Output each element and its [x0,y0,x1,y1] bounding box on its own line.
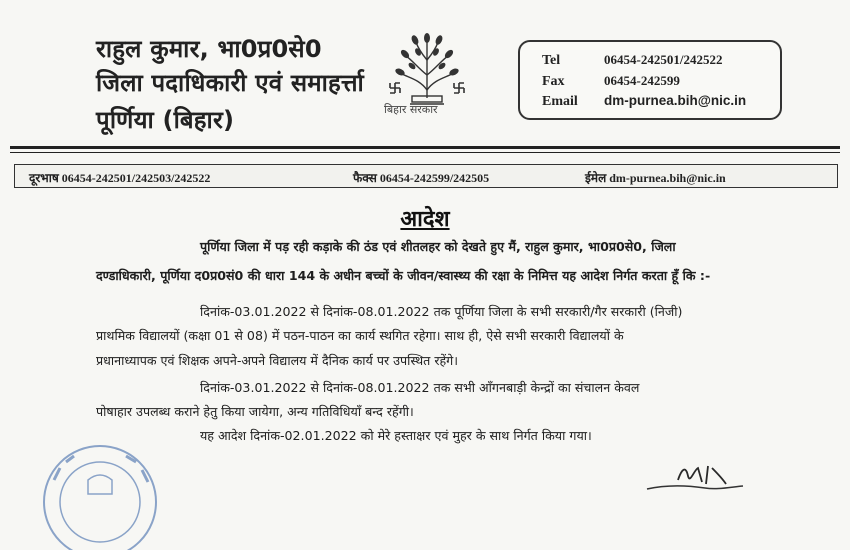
email-value: dm-purnea.bih@nic.in [604,93,747,108]
para2-line-1: दिनांक-03.01.2022 से दिनांक-08.01.2022 तक सभी आँगनबाड़ी केन्द्रों का संचालन केवल [200,380,640,395]
contact-strip [14,164,838,188]
intro-line-2: दण्डाधिकारी, पूर्णिया द0प्र0सं0 की धारा 144 के अधीन बच्चों के जीवन/स्वास्थ्य की रक्षा के निमित्त यह आदेश निर्गत करता हूँ कि :- [96,268,711,283]
tel-row [542,51,722,69]
officer-designation: जिला पदाधिकारी एवं समाहर्त्ता [96,69,364,97]
para3-line: यह आदेश दिनांक-02.01.2022 को मेरे हस्ताक्षर एवं मुहर के साथ निर्गत किया गया। [200,428,592,443]
tel-label: Tel [542,53,561,68]
officer-name: राहुल कुमार, भा0प्र0से0 [96,35,322,63]
contact-box [518,40,782,120]
email-label: Email [542,94,578,109]
signature-underline-icon [645,484,745,491]
intro-line-1: पूर्णिया जिला में पड़ रही कड़ाके की ठंड एवं शीतलहर को देखते हुए मैं, राहुल कुमार, भा0प्र0से0, जिला [200,239,676,254]
fax-label: Fax [542,74,565,89]
email-row [542,92,746,110]
order-title: आदेश [400,207,450,232]
strip-fax: फैक्स 06454-242599/242505 [353,171,490,185]
fax-row [542,72,680,90]
emblem-caption: बिहार सरकार [384,103,438,116]
para1-line-2: प्राथमिक विद्यालयों (कक्षा 01 से 08) में पठन-पाठन का कार्य स्थगित रहेगा। साथ ही, ऐसे सभी सरकारी विद्यालयों के [96,328,624,343]
para1-line-3: प्रधानाध्यापक एवं शिक्षक अपने-अपने विद्यालय में दैनिक कार्य पर उपस्थित रहेंगे। [96,353,459,368]
header-divider-thin [10,152,840,153]
fax-value: 06454-242599 [604,73,680,88]
header-divider-thick [10,146,840,149]
strip-email: ईमेल dm-purnea.bih@nic.in [585,171,726,185]
official-seal-icon [30,440,170,550]
para1-line-1: दिनांक-03.01.2022 से दिनांक-08.01.2022 तक पूर्णिया जिला के सभी सरकारी/गैर सरकारी (निजी) [200,304,683,319]
strip-phone: दूरभाष 06454-242501/242503/242522 [29,171,211,185]
para2-line-2: पोषाहार उपलब्ध कराने हेतु किया जायेगा, अन्य गतिविधियाँ बन्द रहेंगी। [96,404,414,419]
tel-value: 06454-242501/242522 [604,52,723,67]
office-location: पूर्णिया (बिहार) [96,106,235,134]
